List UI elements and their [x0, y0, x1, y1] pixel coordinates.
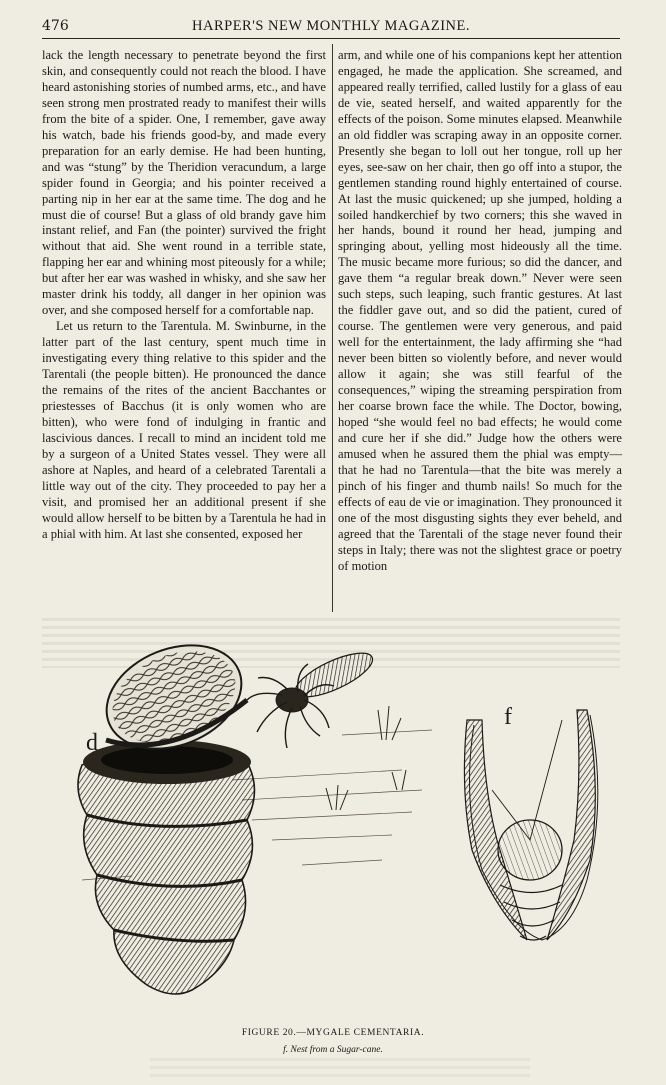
- page-header: [42, 16, 620, 39]
- label-f: f: [504, 704, 512, 730]
- right-column: [338, 48, 622, 574]
- paragraph: Let us return to the Tarentula. M. Swinburne, in the latter part of the last century, spent much time in investigating every thing relative to this spider and the Tarentali (the people bitten). He pronounced the dance the remains of the rites of the ancient Bacchantes or priestesses of Bacchus (it is only women who are bitten), who were fond of indulging in frantic and lascivious dances. I recall to mind an incident told me by a surgeon of a United States vessel. They were all ashore at Naples, and heard of a celebrated Tarentali a little way out of the city. They proceeded to pay her a visit, and promised her an additional present if she would allow herself to be bitten by a Tarentula he had in a phial with him. At last she consented, exposed her: [42, 319, 326, 541]
- label-d: d: [86, 730, 98, 756]
- paragraph: lack the length necessary to penetrate beyond the first skin, and consequently could not reach the blood. I have heard astonishing stories of numbed arms, etc., and have seen strong men prostrated ready to manifest their wills from the bite of a spider. One, I remember, gave away his watch, bade his friends good-by, and made every preparation for an early demise. He had been hunting, and was “stung” by the Theridion veracundum, a large spider found in Georgia; and his pointer received a parting nip in her ear at the same time. The dog and he must die of course! But a glass of old brandy gave him instant relief, and Fan (the pointer) survived the fright without that aid. She went round in a terrible state, flapping her ear and whining most piteously for a while; but after her ear was washed in whisky, and she saw her master drink his toddy, all danger in her opinion was over, and she composed herself for a comfortable nap.: [42, 48, 326, 318]
- column-divider: [332, 44, 333, 612]
- page-number: 476: [42, 18, 69, 34]
- nest-illustration: [42, 640, 622, 1028]
- sugar-cane-nest: [464, 710, 597, 940]
- running-head: HARPER'S NEW MONTHLY MAGAZINE.: [192, 18, 470, 34]
- bleed-through-text-bottom: [150, 1058, 530, 1080]
- figure-subcaption: f. Nest from a Sugar-cane.: [283, 1045, 383, 1055]
- paragraph: arm, and while one of his companions kept her attention engaged, he made the application. She screamed, and appeared really terrified, called lustily for a glass of eau de vie, seated herself, and waited apparently for the effects of the poison. Some minutes elapsed. Meanwhile an old fiddler was scraping away in an opposite corner. Presently she began to loll out her tongue, roll up her eyes, see-saw on her chair, then go off into a stupor, the gentlemen standing round highly entertained of course. At last the music quickened; up she jumped, holding a soiled handkerchief by two corners; this she waved in her hands, bound it round her head, jumping and springing about, yelling most hideously all the time. The music became more furious; so did the dancer, and gave them “a regular break down.” Never were seen such steps, such leaping, such frantic gestures. At last the fiddler gave out, and so did the patient, cured of course. The gentlemen were very generous, and paid well for the entertainment, the lady affirming she “had never been bitten so violently before, and never would allow it again; she was still fearful of the consequences,” wiping the streaming perspiration from her coarse brown face the while. The Doctor, bowing, hoped “she would feel no bad effects; he would come and cure her if she did.” Judge how the others were amused when he assured them the phial was empty—that he had no Tarentula—that the bite was merely a pinch of his finger and thumb nails! So much for the effects of eau de vie or imagination. They pronounced it one of the most disgusting sights they ever beheld, and agreed that the Tarentali of the stage never found their steps in Italy; there was not the slightest grace or poetry of motion: [338, 48, 622, 573]
- spider: [247, 645, 378, 748]
- cemented-nest: [78, 740, 255, 994]
- engraving-figure: [42, 640, 622, 1028]
- left-column: [42, 48, 326, 543]
- figure-caption: FIGURE 20.—MYGALE CEMENTARIA.: [241, 1028, 425, 1038]
